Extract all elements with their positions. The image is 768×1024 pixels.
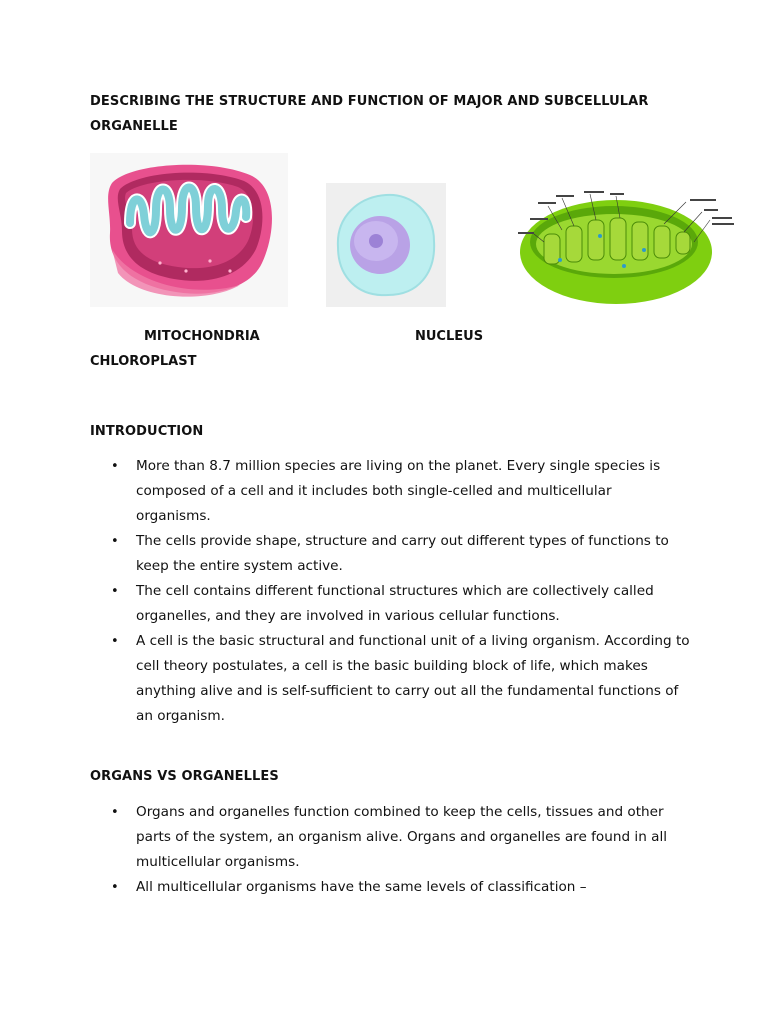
list-item: • Organs and organelles function combined to keep the cells, tissues and other parts of the system, an organism alive. Organs and organelles are found in all multicellular organisms. <box>90 800 690 875</box>
bullet-icon: • <box>111 634 119 649</box>
list-item: • A cell is the basic structural and functional unit of a living organism. According to cell theory postulates, a cell is the basic building block of life, which makes anything alive and is self-sufficient to carry out all the fundamental functions of an organism. <box>90 629 690 729</box>
chloroplast-caption: CHLOROPLAST <box>90 354 197 369</box>
introduction-heading: INTRODUCTION <box>90 424 204 439</box>
chloroplast-image <box>504 186 738 308</box>
page-title: DESCRIBING THE STRUCTURE AND FUNCTION OF MAJOR AND SUBCELLULAR ORGANELLE <box>90 94 649 134</box>
bullet-icon: • <box>111 459 119 474</box>
bullet-icon: • <box>111 880 119 895</box>
nucleus-caption: NUCLEUS <box>415 329 484 344</box>
bullet-icon: • <box>111 584 119 599</box>
list-item: • The cells provide shape, structure and carry out different types of functions to keep the entire system active. <box>90 529 690 579</box>
organs-list <box>90 800 690 900</box>
mitochondria-caption: MITOCHONDRIA <box>144 329 260 344</box>
list-item: • The cell contains different functional structures which are collectively called organelles, and they are involved in various cellular functions. <box>90 579 690 629</box>
list-item: • All multicellular organisms have the same levels of classification – <box>90 875 690 900</box>
nucleus-image <box>326 183 446 307</box>
mitochondria-image <box>90 153 288 307</box>
bullet-icon: • <box>111 805 119 820</box>
bullet-icon: • <box>111 534 119 549</box>
organs-heading: ORGANS VS ORGANELLES <box>90 769 279 784</box>
list-item: • More than 8.7 million species are living on the planet. Every single species is composed of a cell and it includes both single-celled and multicellular organisms. <box>90 454 690 529</box>
introduction-list <box>90 454 690 729</box>
